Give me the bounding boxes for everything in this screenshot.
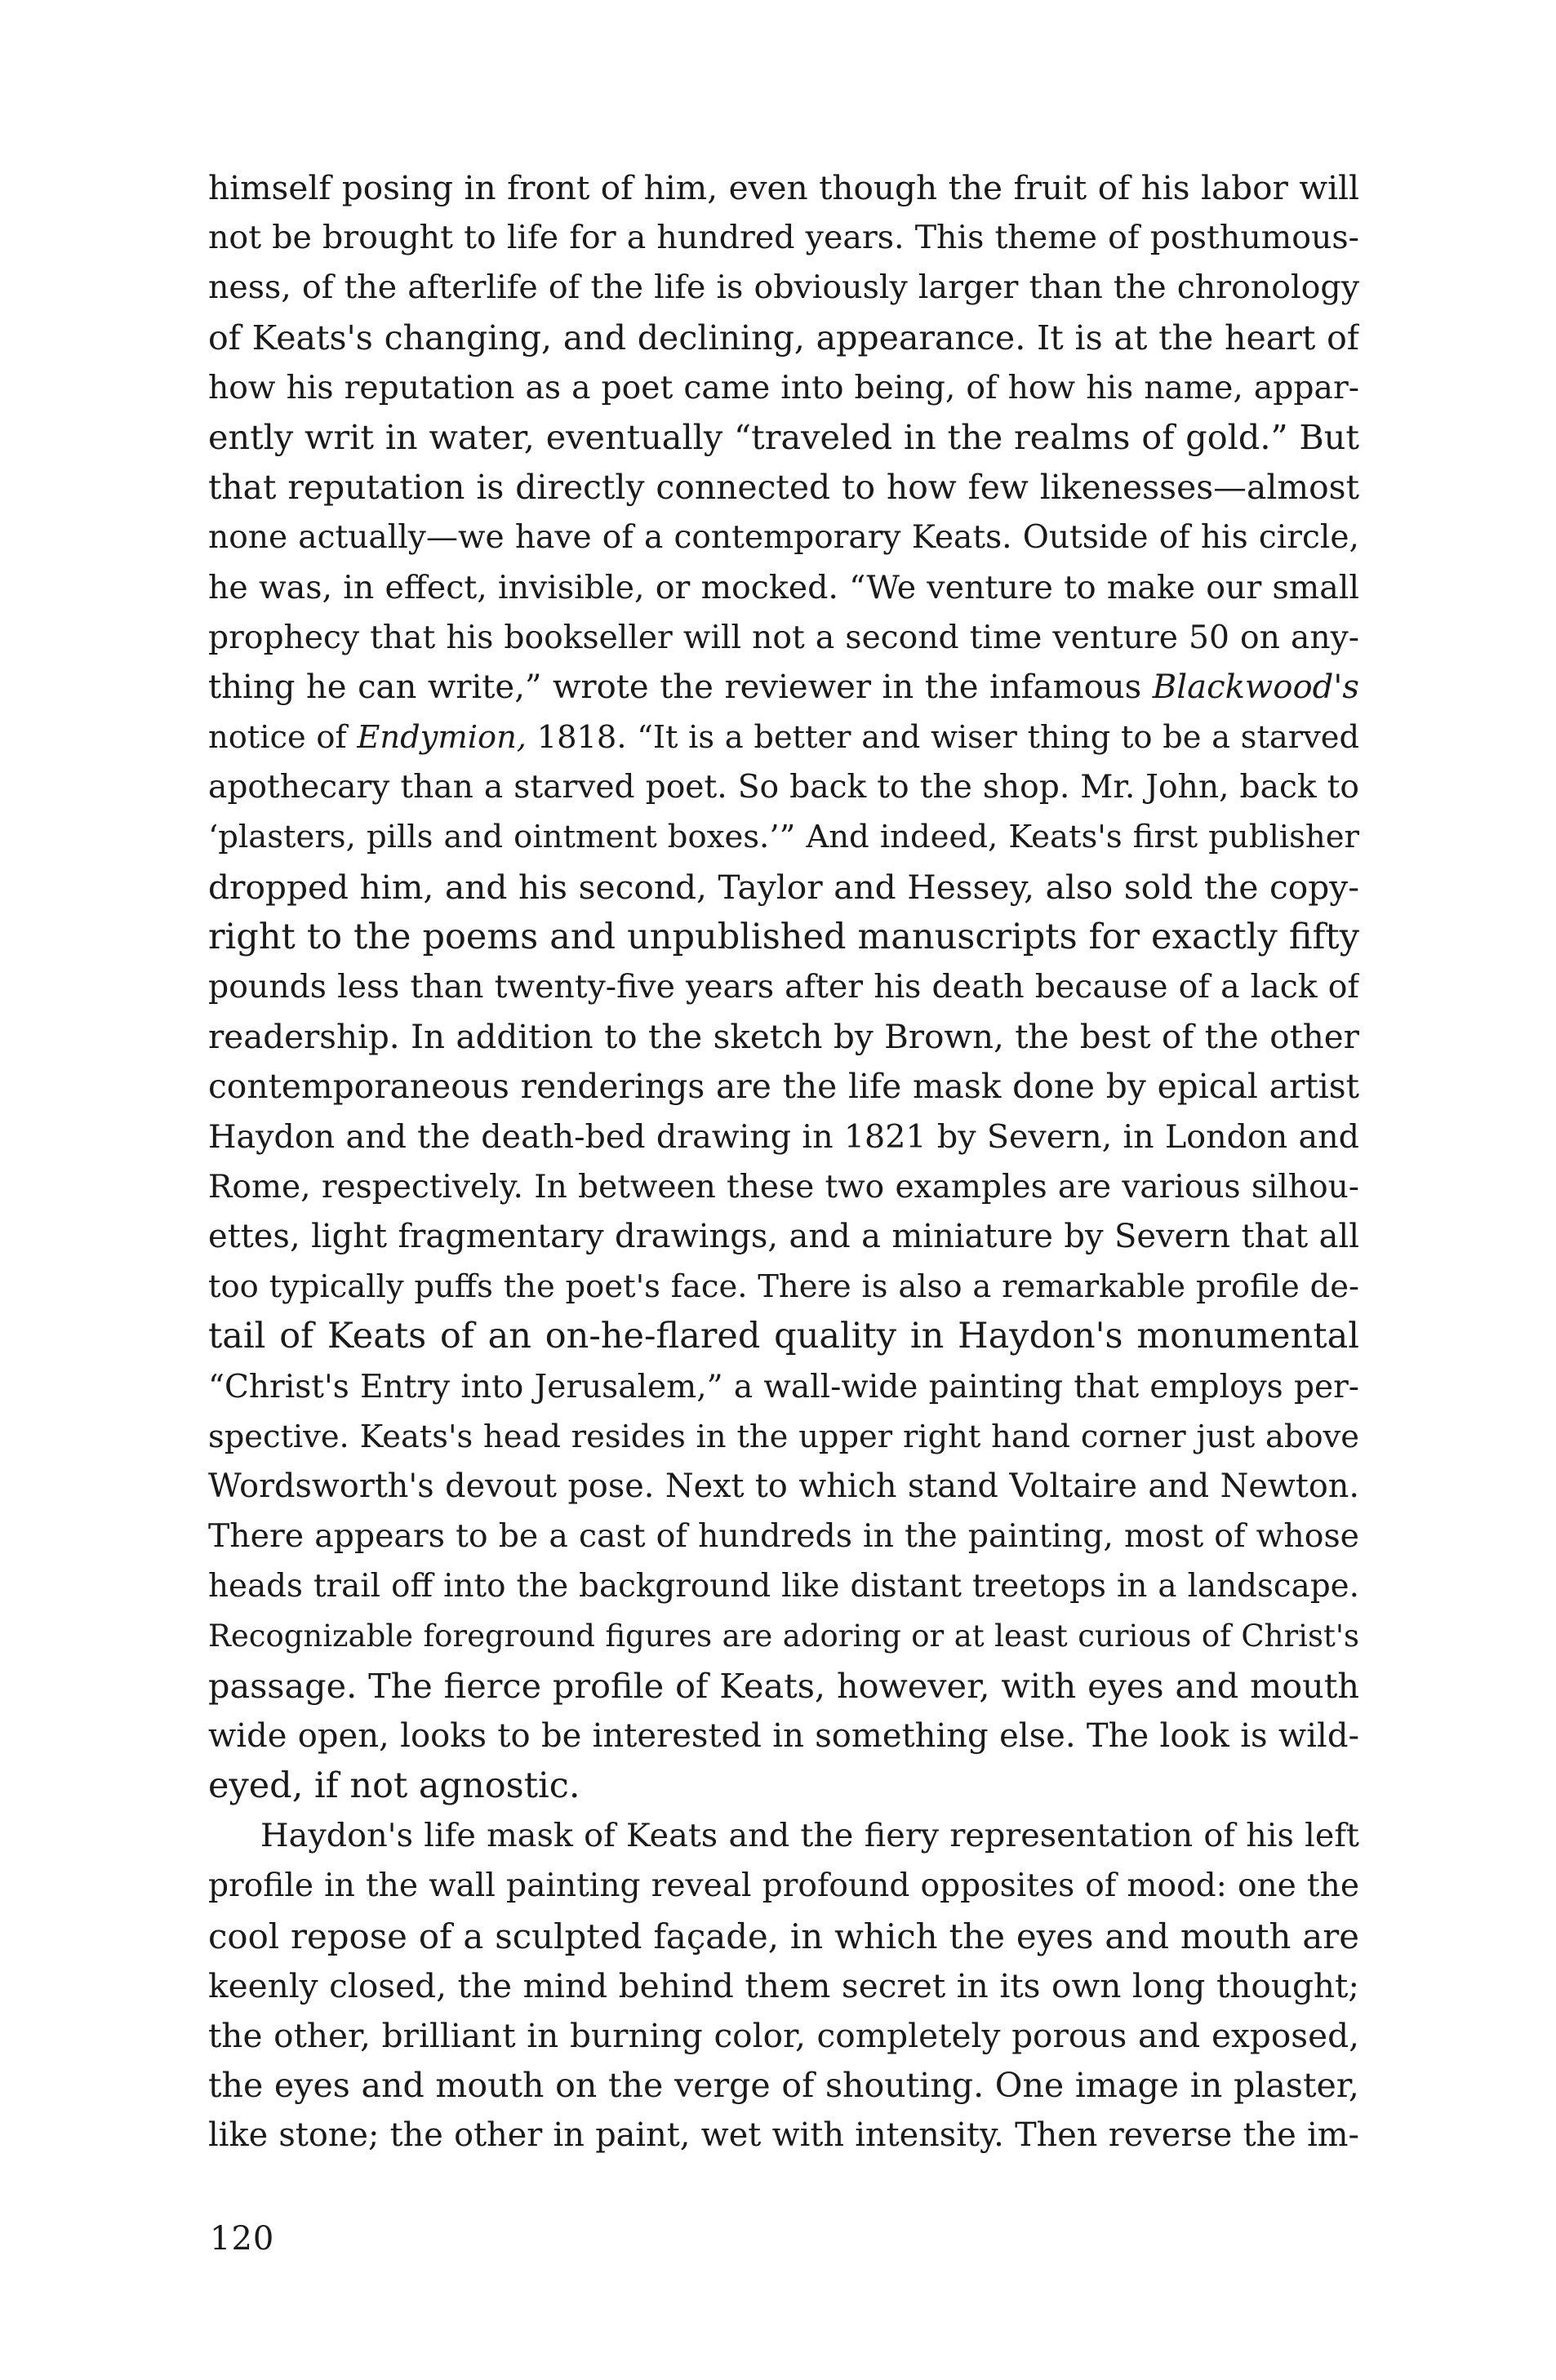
text-line: too typically puffs the poet's face. There is also a remarkable profile de- (208, 1268, 1359, 1306)
text-line: “Christ's Entry into Jerusalem,” a wall-wide painting that employs per- (208, 1368, 1359, 1405)
text-line: himself posing in front of him, even though the fruit of his labor will (208, 168, 1359, 207)
text-segment: notice of (208, 719, 358, 757)
text-line: Haydon's life mask of Keats and the fiery representation of his left (260, 1817, 1359, 1855)
page-number: 120 (210, 2220, 275, 2258)
text-line: right to the poems and unpublished manuscripts for exactly fifty (208, 916, 1359, 957)
text-line (208, 713, 1359, 762)
text-line: profile in the wall painting reveal profound opposites of mood: one the (208, 1867, 1359, 1905)
text-line: apothecary than a starved poet. So back to the shop. Mr. John, back to (208, 769, 1359, 806)
text-line: how his reputation as a poet came into being, of how his name, appar- (208, 369, 1359, 406)
text-line: heads trail off into the background like distant treetops in a landscape. (208, 1568, 1359, 1605)
poem-title: Endymion, (357, 719, 527, 757)
text-line: he was, in effect, invisible, or mocked. “We venture to make our small (208, 568, 1359, 606)
text-line: Haydon and the death-bed drawing in 1821 by Severn, in London and (208, 1117, 1359, 1156)
text-line: prophecy that his bookseller will not a second time venture 50 on any- (208, 619, 1359, 656)
text-line: contemporaneous renderings are the life mask done by epical artist (208, 1067, 1359, 1107)
text-line: that reputation is directly connected to how few likenesses—almost (208, 468, 1359, 508)
text-line: of Keats's changing, and declining, appearance. It is at the heart of (208, 317, 1359, 357)
text-line: readership. In addition to the sketch by Brown, the best of the other (208, 1018, 1359, 1057)
text-line: Wordsworth's devout pose. Next to which stand Voltaire and Newton. (208, 1467, 1359, 1505)
text-line: dropped him, and his second, Taylor and Hessey, also sold the copy- (208, 867, 1359, 907)
text-line: passage. The fierce profile of Keats, however, with eyes and mouth (208, 1666, 1359, 1706)
text-line: eyed, if not agnostic. (208, 1765, 580, 1806)
text-line: none actually—we have of a contemporary Keats. Outside of his circle, (208, 519, 1359, 557)
text-line: keenly closed, the mind behind them secret in its own long thought; (208, 1965, 1359, 2005)
journal-title: Blackwood's (1152, 668, 1359, 706)
body-text (208, 163, 1359, 2161)
text-line: There appears to be a cast of hundreds in the painting, most of whose (208, 1517, 1359, 1556)
text-line: cool repose of a sculpted façade, in which the eyes and mouth are (208, 1916, 1359, 1956)
text-line: the eyes and mouth on the verge of shouting. One image in plaster, (208, 2066, 1359, 2106)
text-line: like stone; the other in paint, wet with intensity. Then reverse the im- (208, 2116, 1359, 2155)
text-segment: thing he can write,” wrote the reviewer in the infamous (208, 668, 1153, 706)
text-line: not be brought to life for a hundred years. This theme of posthumous- (208, 219, 1359, 257)
text-line: ently writ in water, eventually “traveled in the realms of gold.” But (208, 417, 1359, 457)
text-line: the other, brilliant in burning color, completely porous and exposed, (208, 2015, 1359, 2055)
text-line: ‘plasters, pills and ointment boxes.’” And indeed, Keats's first publisher (208, 819, 1359, 856)
text-line: Rome, respectively. In between these two examples are various silhou- (208, 1168, 1359, 1206)
text-line: wide open, looks to be interested in something else. The look is wild- (208, 1716, 1359, 1755)
text-line: ness, of the afterlife of the life is obviously larger than the chronology (208, 269, 1359, 307)
text-segment: 1818. “It is a better and wiser thing to be a starved (526, 719, 1359, 757)
text-line: pounds less than twenty-five years after his death because of a lack of (208, 968, 1359, 1006)
text-line: tail of Keats of an on-he-flared quality in Haydon's monumental (208, 1316, 1359, 1357)
text-line: Recognizable foreground figures are adoring or at least curious of Christ's (208, 1618, 1359, 1654)
text-line (208, 663, 1359, 713)
text-line: spective. Keats's head resides in the upper right hand corner just above (208, 1418, 1359, 1455)
text-line: ettes, light fragmentary drawings, and a miniature by Severn that all (208, 1217, 1359, 1255)
